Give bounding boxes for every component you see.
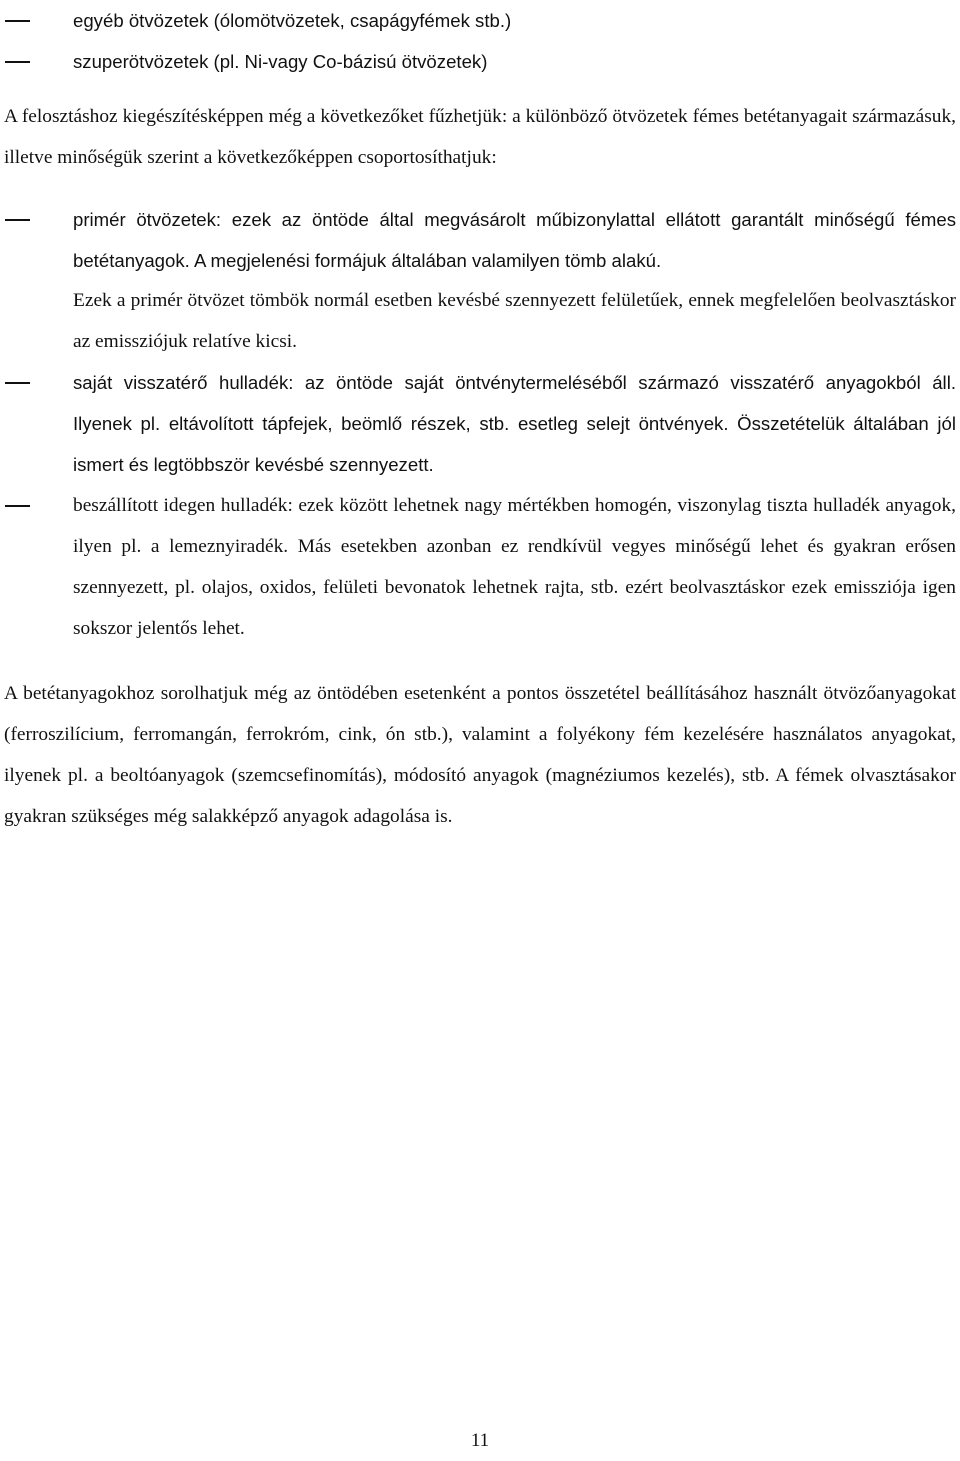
list-item-text: beszállított idegen hulladék: ezek között lehetnek nagy mértékben homogén, viszonylag tiszta hulladék anyagok, ilyen pl. a lemeznyiradék. Más esetekben azonban ez rendkívül vegyes minőségű lehet és gyakran erősen szennyezett, pl. olajos, oxidos, felületi bevonatok lehetnek rajta, stb. ezért beolvasztáskor ezek emissziója igen sokszor jelentős lehet.: [73, 495, 956, 639]
charge-material-list: [0, 199, 960, 649]
list-item-continuation: [0, 280, 960, 362]
closing-paragraph: A betétanyagokhoz sorolhatjuk még az öntödében esetenként a pontos összetétel beállításához használt ötvözőanyagokat (ferroszilícium, ferromangán, ferrokróm, cink, ón stb.), valamint a folyékony fém kezelésére használatos anyagokat, ilyenek pl. a beoltóanyagok (szemcsefinomítás), módosító anyagok (magnéziumos kezelés), stb. A fémek olvasztásakor gyakran szükséges még salakképző anyagok adagolása is.: [4, 683, 956, 827]
list-item-text: egyéb ötvözetek (ólomötvözetek, csapágyfémek stb.): [73, 10, 512, 31]
list-item-external-scrap: [0, 485, 960, 649]
dash-bullet-icon: [5, 20, 30, 22]
alloy-type-list: [0, 0, 960, 82]
list-item-own-return-scrap: [0, 362, 960, 485]
list-item-text: primér ötvözetek: ezek az öntöde által megvásárolt műbizonylattal ellátott garantált minőségű fémes betétanyagok. A megjelenési formájuk általában valamilyen tömb alakú.: [73, 209, 956, 271]
dash-bullet-icon: [5, 382, 30, 384]
dash-bullet-icon: [5, 61, 30, 63]
page-number: 11: [470, 1430, 490, 1451]
list-item-text: saját visszatérő hulladék: az öntöde saját öntvénytermeléséből származó visszatérő anyagokból áll. Ilyenek pl. eltávolított tápfejek, beömlő részek, stb. esetleg selejt öntvények. Összetételük általában jól ismert és legtöbbször kevésbé szennyezett.: [73, 372, 956, 475]
intro-paragraph: A felosztáshoz kiegészítésképpen még a következőket fűzhetjük: a különböző ötvözetek fémes betétanyagait származásuk, illetve minőségük szerint a következőképpen csoportosíthatjuk:: [4, 106, 956, 168]
list-item: [0, 41, 960, 82]
dash-bullet-icon: [5, 219, 30, 221]
list-item-primary-alloys: [0, 199, 960, 281]
dash-bullet-icon: [5, 505, 30, 507]
list-item-text: Ezek a primér ötvözet tömbök normál esetben kevésbé szennyezett felületűek, ennek megfelelően beolvasztáskor az emissziójuk relatíve kicsi.: [73, 290, 956, 352]
list-item-text: szuperötvözetek (pl. Ni-vagy Co-bázisú ötvözetek): [73, 51, 488, 72]
list-item: [0, 0, 960, 41]
